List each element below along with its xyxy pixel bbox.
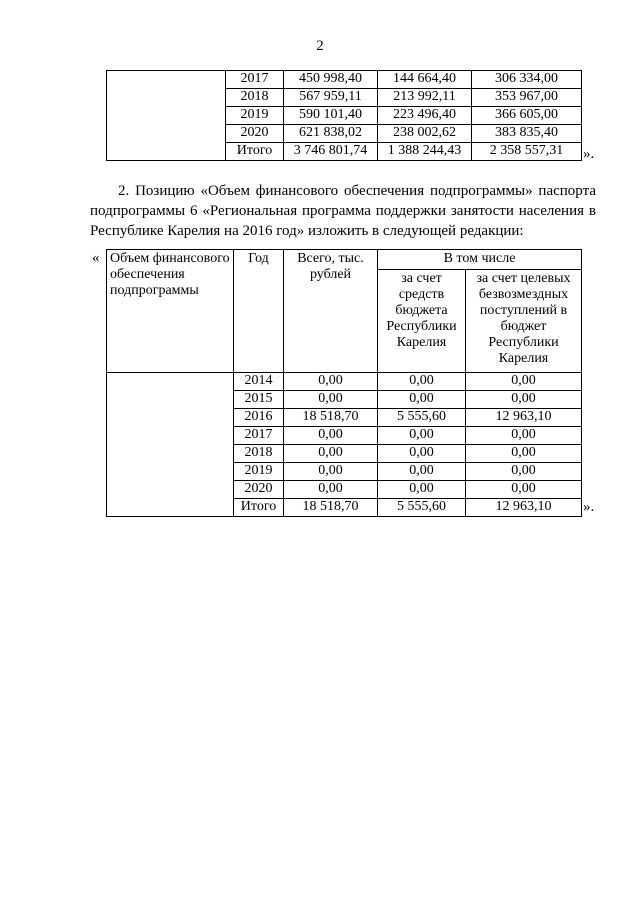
budget-cell: 0,00 [378,481,466,499]
table-header-row [107,250,582,270]
year-cell: 2020 [234,481,284,499]
funding-table [106,249,582,517]
header-budget-funds: за счет средств бюджета Республики Карелия [378,269,466,372]
budget-cell: 0,00 [378,373,466,391]
budget-cell: 0,00 [378,391,466,409]
targeted-cell: 12 963,10 [466,409,582,427]
year-cell: 2018 [234,445,284,463]
targeted-cell: 366 605,00 [472,107,582,125]
amendment-paragraph [90,181,596,241]
label-cell [107,71,226,161]
header-targeted-funds: за счет целевых безвозмездных поступлений в бюджет Республики Карелия [466,269,582,372]
total-cell: 18 518,70 [284,409,378,427]
year-cell: 2017 [226,71,284,89]
header-total: Всего, тыс. рублей [284,250,378,373]
year-cell: 2014 [234,373,284,391]
opening-quote: « [92,250,100,266]
budget-cell: 238 002,62 [378,125,472,143]
total-cell: 0,00 [284,373,378,391]
table-row [107,71,582,89]
total-cell: 567 959,11 [284,89,378,107]
budget-cell: 5 555,60 [378,499,466,517]
targeted-cell: 306 334,00 [472,71,582,89]
page-number: 2 [316,38,324,54]
year-cell: Итого [226,143,284,161]
total-cell: 0,00 [284,463,378,481]
amendment-paragraph-text: 2. Позицию «Объем финансового обеспечения подпрограммы» паспорта подпрограммы 6 «Региональная программа поддержки занятости населения в Республике Карелия на 2016 год» изложить в следующей редакции: [90,183,596,239]
budget-cell: 1 388 244,43 [378,143,472,161]
year-cell: 2018 [226,89,284,107]
budget-cell: 223 496,40 [378,107,472,125]
budget-cell: 0,00 [378,445,466,463]
budget-cell: 0,00 [378,427,466,445]
targeted-cell: 353 967,00 [472,89,582,107]
total-cell: 0,00 [284,445,378,463]
budget-cell: 0,00 [378,463,466,481]
year-cell: 2015 [234,391,284,409]
total-cell: 450 998,40 [284,71,378,89]
closing-quote: ». [583,146,595,162]
header-year: Год [234,250,284,373]
total-cell: 0,00 [284,481,378,499]
total-cell: 590 101,40 [284,107,378,125]
targeted-cell: 0,00 [466,373,582,391]
targeted-cell: 383 835,40 [472,125,582,143]
closing-quote: ». [583,499,595,515]
targeted-cell: 12 963,10 [466,499,582,517]
year-cell: 2019 [226,107,284,125]
targeted-cell: 0,00 [466,445,582,463]
budget-cell: 5 555,60 [378,409,466,427]
targeted-cell: 0,00 [466,481,582,499]
year-cell: 2017 [234,427,284,445]
funding-table-continued [106,70,582,161]
label-cell [107,373,234,517]
targeted-cell: 0,00 [466,427,582,445]
budget-cell: 213 992,11 [378,89,472,107]
targeted-cell: 2 358 557,31 [472,143,582,161]
year-cell: Итого [234,499,284,517]
total-cell: 3 746 801,74 [284,143,378,161]
total-cell: 0,00 [284,427,378,445]
budget-cell: 144 664,40 [378,71,472,89]
total-cell: 18 518,70 [284,499,378,517]
targeted-cell: 0,00 [466,391,582,409]
year-cell: 2020 [226,125,284,143]
year-cell: 2019 [234,463,284,481]
targeted-cell: 0,00 [466,463,582,481]
header-funding-volume: Объем финансового обеспечения подпрограммы [107,250,234,373]
table-row [107,373,582,391]
year-cell: 2016 [234,409,284,427]
total-cell: 621 838,02 [284,125,378,143]
header-including: В том числе [378,250,582,270]
total-cell: 0,00 [284,391,378,409]
